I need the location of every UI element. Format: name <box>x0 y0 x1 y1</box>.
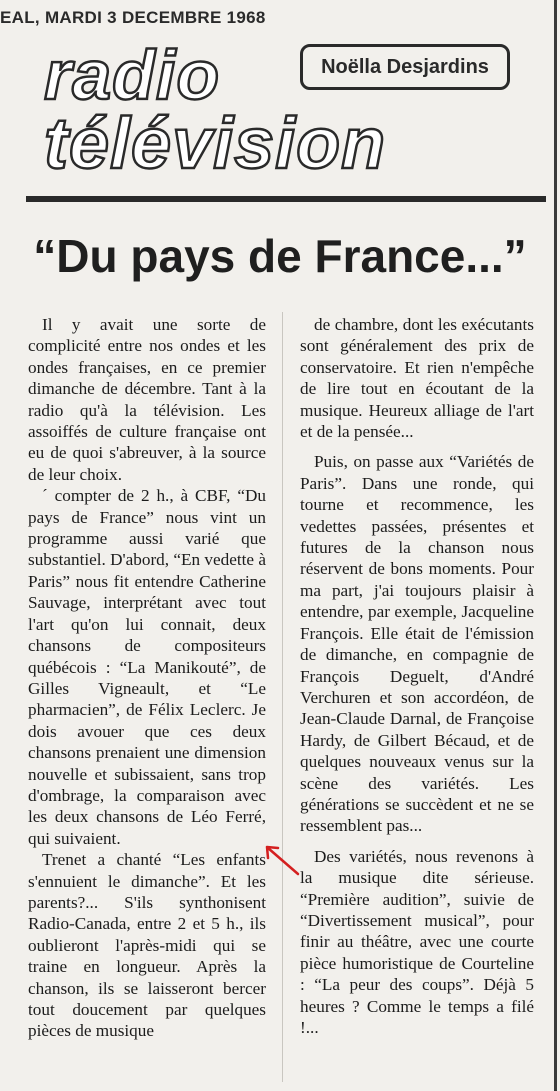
masthead-radio: radio <box>44 36 221 114</box>
column-divider <box>282 312 283 1082</box>
author-byline: Noëlla Desjardins <box>300 44 510 90</box>
paragraph: ´ compter de 2 h., à CBF, “Du pays de France” nous vint un programme aussi varié que substantiel. D'abord, “En vedette à Paris” nous fit entendre Catherine Sauvage, interprétant avec tout l'art qu'on lui connait, deux chansons de compositeurs québécois : “La Manikouté”, de Gilles Vigneault, et “Le pharmacien”, de Félix Leclerc. Je dois avouer que ces deux chansons prenaient une dimension nouvelle et subissaient, sans trop d'ombrage, la comparaison avec les deux chansons de Léo Ferré, qui suivaient. <box>28 486 266 848</box>
article-column-right <box>300 314 534 1038</box>
dateline: EAL, MARDI 3 DECEMBRE 1968 <box>0 8 266 27</box>
masthead-rule <box>26 196 546 202</box>
paragraph: Des variétés, nous revenons à la musique dite sérieuse. “Première audition”, suivie de “Divertissement musical”, pour finir au théâtre, avec une courte pièce humoristique de Courteline : “La peur des coups”. Déjà 5 heures ? Comme le temps a filé !... <box>300 846 534 1037</box>
article-headline: “Du pays de France...” <box>33 230 527 282</box>
paragraph: Puis, on passe aux “Variétés de Paris”. Dans une ronde, qui tourne et recommence, les vedettes passées, présentes et futures de la chanson nous réservent de bons moments. Pour ma part, j'ai toujours plaisir à entendre, par exemple, Jacqueline François. Elle était de l'émission de dimanche, en compagnie de François Deguelt, d'André Verchuren et son accordéon, de Jean-Claude Darnal, de Françoise Hardy, de Gilbert Bécaud, et de quelques nouveaux venus sur la scène des variétés. Les générations se succèdent et ne se ressemblent pas... <box>300 452 534 836</box>
paragraph: Trenet a chanté “Les enfants s'ennuient le dimanche”. Et les parents?... S'ils synthonisent Radio-Canada, entre 2 et 5 h., ils oublieront l'après-midi qui se traine en longueur. Après la chanson, ils se laisseront bercer tout doucement par quelques pièces de musique <box>28 850 266 1041</box>
paragraph: de chambre, dont les exécutants sont généralement des prix de conservatoire. Et rien n'empêche de lire tout en écoutant de la musique. Heureux alliage de l'art et de la pensée... <box>300 315 534 442</box>
masthead-television: télévision <box>44 104 387 184</box>
page-edge-rule <box>554 0 557 1091</box>
paragraph: Il y avait une sorte de complicité entre nos ondes et les ondes françaises, en ce premier dimanche de décembre. Tant à la radio qu'à la télévision. Les assoiffés de culture française ont eu de quoi s'abreuver, à la source de leur choix. <box>28 315 266 484</box>
red-arrow-icon <box>262 840 302 880</box>
article-column-left <box>28 314 266 1042</box>
